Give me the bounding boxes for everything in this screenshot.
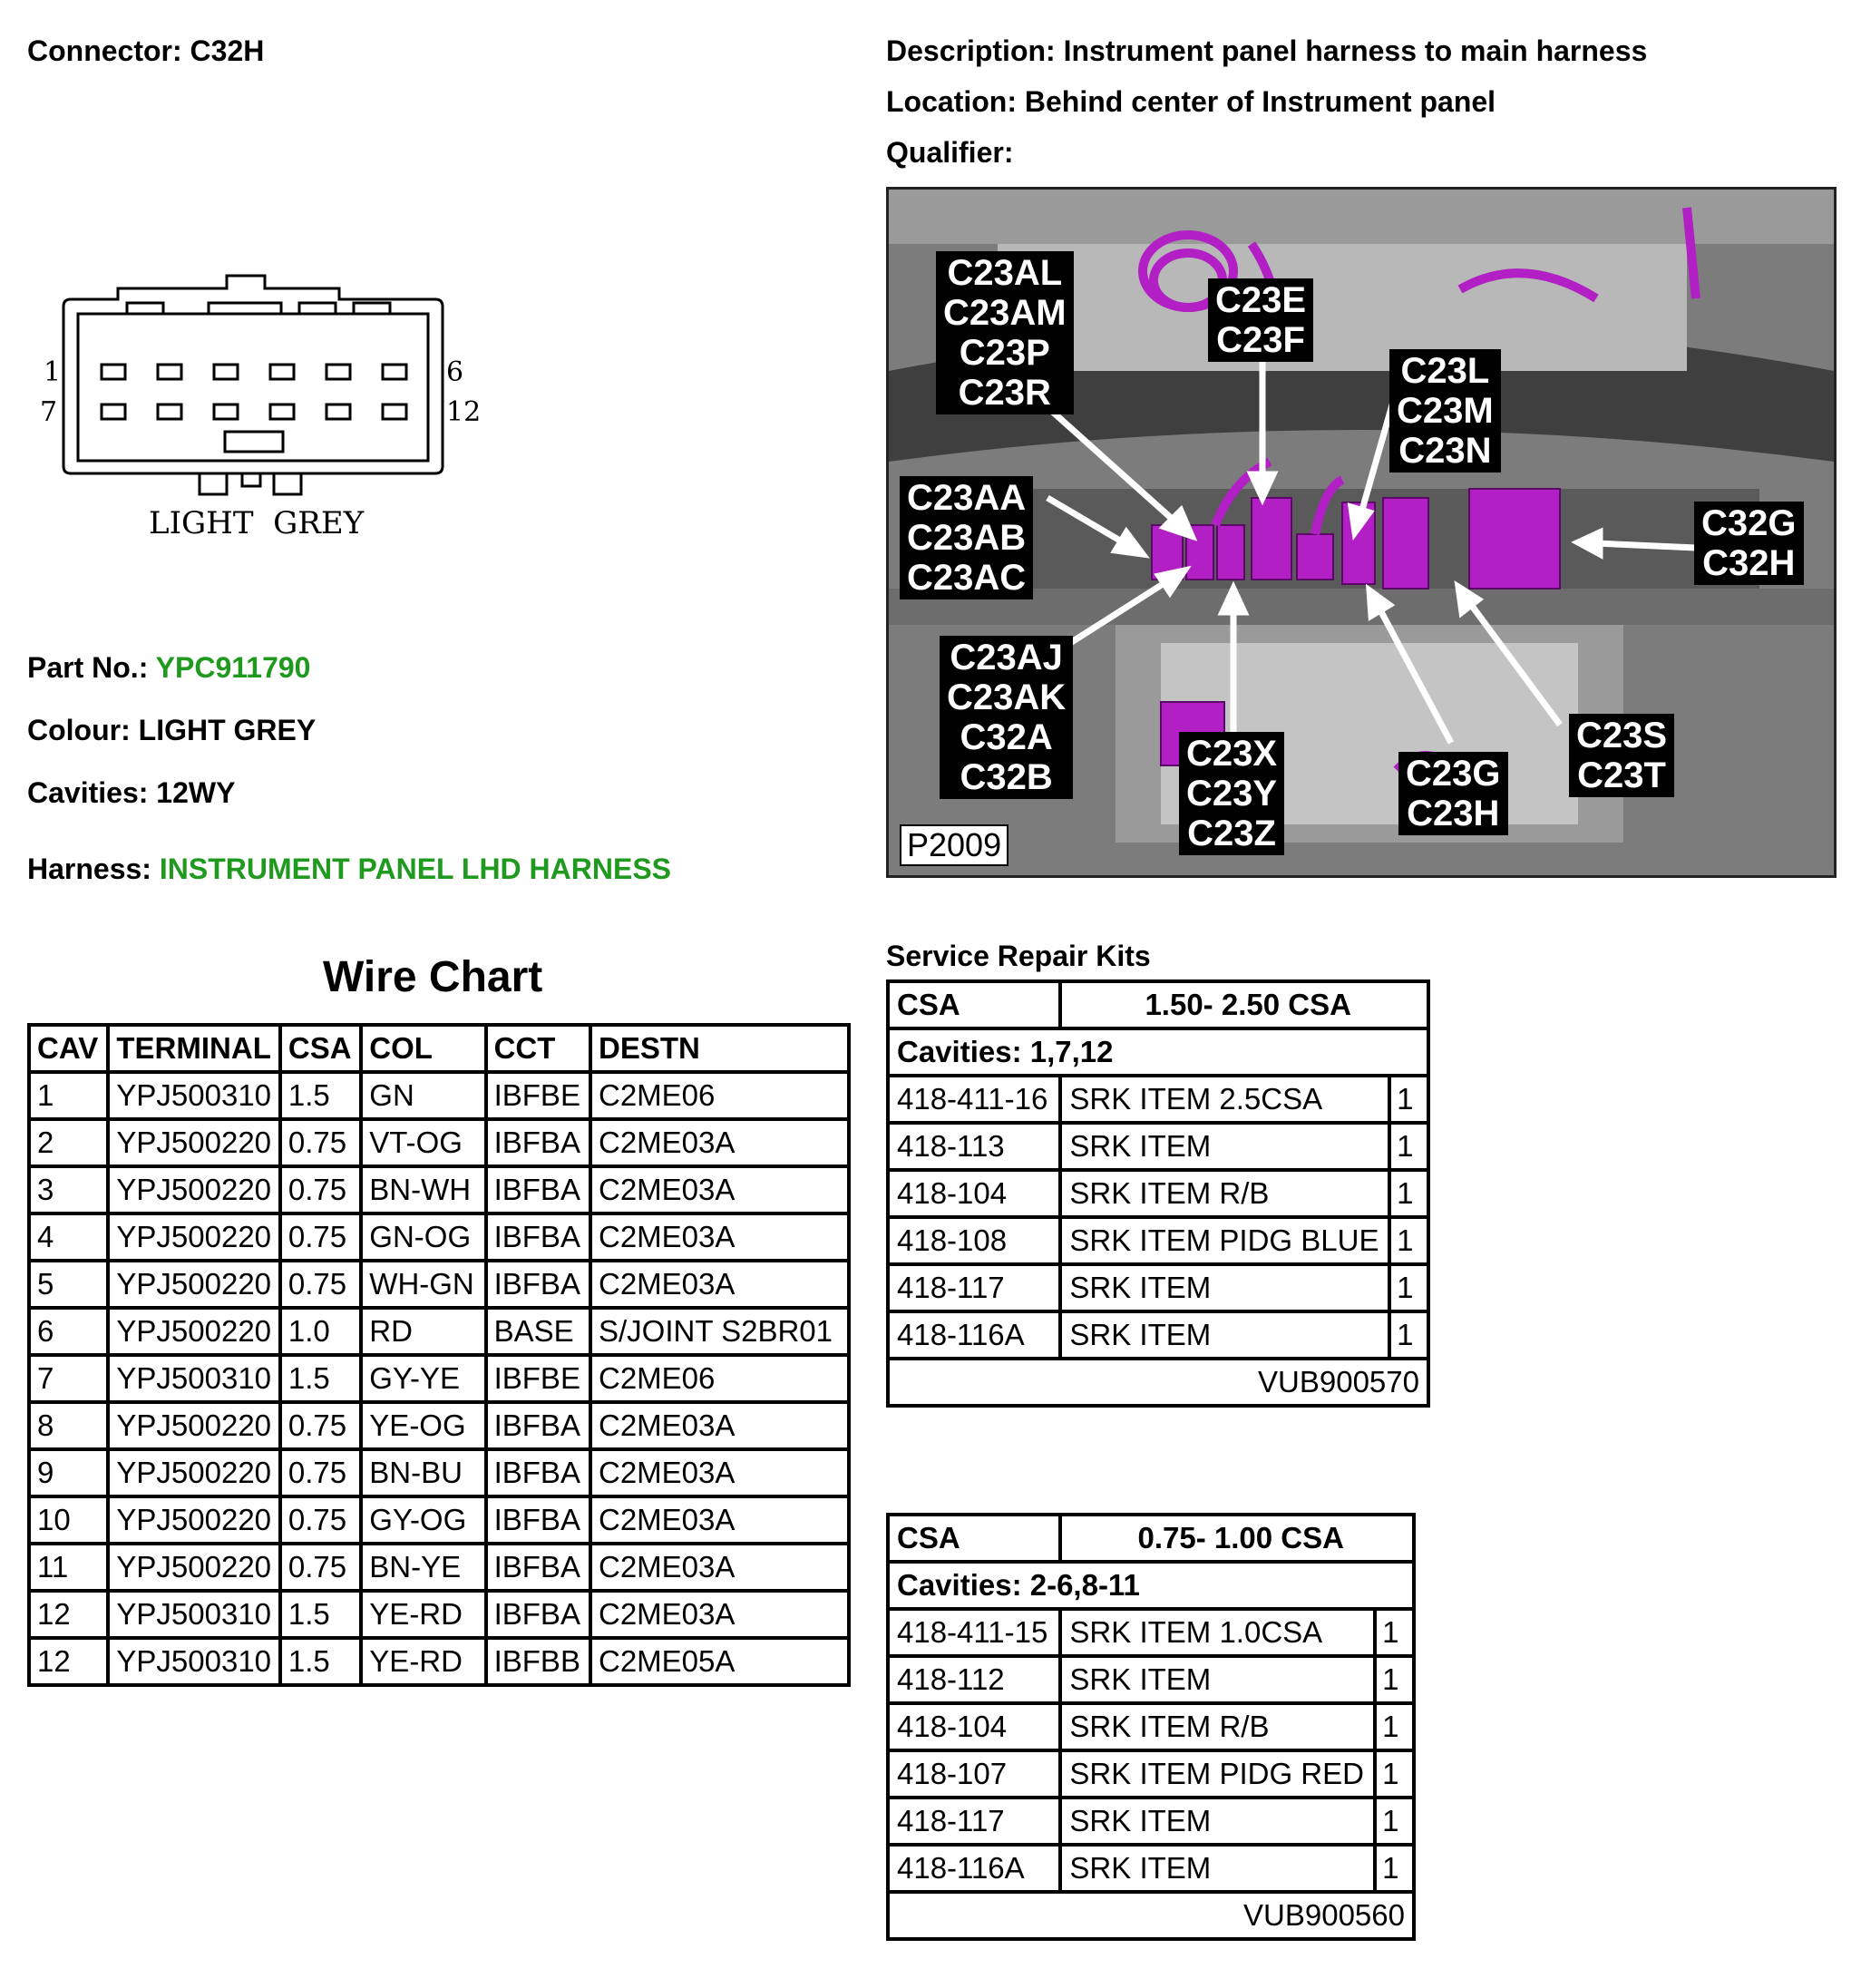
table-row bbox=[29, 1213, 849, 1261]
cell-destn: C2ME06 bbox=[590, 1355, 849, 1402]
cell-destn: C2ME03A bbox=[590, 1261, 849, 1308]
col-header-csa: CSA bbox=[280, 1025, 361, 1072]
table-row bbox=[29, 1591, 849, 1638]
cell-col: YE-RD bbox=[361, 1638, 485, 1685]
pin-6-label: 6 bbox=[446, 356, 464, 388]
service-kit-2-table bbox=[886, 1513, 1416, 1941]
cell-cct: IBFBA bbox=[486, 1213, 590, 1261]
cell-item-description: SRK ITEM bbox=[1060, 1123, 1389, 1170]
photo-label-text: C23S bbox=[1576, 716, 1668, 755]
photo-label-text: C23F bbox=[1216, 320, 1305, 360]
cell-col: YE-RD bbox=[361, 1591, 485, 1638]
cell-quantity: 1 bbox=[1375, 1798, 1414, 1845]
photo-code: P2009 bbox=[900, 824, 1008, 866]
cell-col: GN bbox=[361, 1072, 485, 1119]
description-line bbox=[886, 34, 1647, 68]
description-label: Description: bbox=[886, 34, 1056, 67]
location-line bbox=[886, 85, 1496, 119]
table-row bbox=[29, 1496, 849, 1544]
cell-terminal: YPJ500310 bbox=[108, 1638, 279, 1685]
cell-csa: 1.0 bbox=[280, 1308, 361, 1355]
pin-1-label: 1 bbox=[44, 356, 62, 388]
col-header-cct: CCT bbox=[486, 1025, 590, 1072]
diagram-color-label: LIGHT GREY bbox=[149, 505, 365, 541]
cell-part-number: 418-411-15 bbox=[888, 1609, 1060, 1656]
cell-terminal: YPJ500220 bbox=[108, 1213, 279, 1261]
photo-label-c23x-group bbox=[1179, 732, 1284, 855]
cell-cav: 1 bbox=[29, 1072, 108, 1119]
cell-csa: 1.5 bbox=[280, 1355, 361, 1402]
photo-label-text: C23G bbox=[1406, 754, 1501, 794]
cell-col: BN-YE bbox=[361, 1544, 485, 1591]
table-row bbox=[888, 1656, 1414, 1703]
cell-cct: IBFBB bbox=[486, 1638, 590, 1685]
colour-value: LIGHT GREY bbox=[138, 714, 317, 746]
cell-cav: 6 bbox=[29, 1308, 108, 1355]
location-photo bbox=[886, 187, 1837, 878]
cell-destn: C2ME03A bbox=[590, 1166, 849, 1213]
cell-part-number: 418-411-16 bbox=[888, 1076, 1060, 1123]
service-kit-1-table bbox=[886, 979, 1430, 1408]
cell-cav: 8 bbox=[29, 1402, 108, 1449]
cell-quantity: 1 bbox=[1375, 1609, 1414, 1656]
col-header-col: COL bbox=[361, 1025, 485, 1072]
connector-face-diagram bbox=[27, 263, 499, 553]
cell-csa: 0.75 bbox=[280, 1496, 361, 1544]
cell-cct: IBFBA bbox=[486, 1261, 590, 1308]
harness-value[interactable]: INSTRUMENT PANEL LHD HARNESS bbox=[159, 853, 672, 885]
service-kits-title: Service Repair Kits bbox=[886, 940, 1151, 972]
table-row bbox=[888, 1217, 1428, 1264]
harness-line bbox=[27, 853, 671, 886]
photo-label-text: C23AJ bbox=[950, 638, 1063, 677]
cell-destn: S/JOINT S2BR01 bbox=[590, 1308, 849, 1355]
cell-item-description: SRK ITEM PIDG RED bbox=[1060, 1750, 1375, 1798]
photo-label-text: C23AK bbox=[947, 677, 1067, 717]
cavities-label: Cavities: bbox=[27, 776, 149, 809]
cell-part-number: 418-104 bbox=[888, 1170, 1060, 1217]
cell-cct: IBFBE bbox=[486, 1072, 590, 1119]
photo-label-c23g-group bbox=[1398, 752, 1508, 835]
cell-csa: 0.75 bbox=[280, 1544, 361, 1591]
cell-quantity: 1 bbox=[1389, 1123, 1428, 1170]
cell-cav: 2 bbox=[29, 1119, 108, 1166]
photo-label-text: C23AC bbox=[907, 558, 1027, 598]
photo-label-text: C23T bbox=[1577, 755, 1666, 795]
col-header-cav: CAV bbox=[29, 1025, 108, 1072]
cell-terminal: YPJ500220 bbox=[108, 1449, 279, 1496]
kit-1-csa-value: 1.50- 2.50 CSA bbox=[1060, 981, 1428, 1028]
part-no-line bbox=[27, 651, 310, 685]
col-header-destn: DESTN bbox=[590, 1025, 849, 1072]
table-row bbox=[29, 1355, 849, 1402]
cell-item-description: SRK ITEM PIDG BLUE bbox=[1060, 1217, 1389, 1264]
pin-12-label: 12 bbox=[446, 396, 482, 428]
cell-item-description: SRK ITEM bbox=[1060, 1264, 1389, 1311]
cell-destn: C2ME05A bbox=[590, 1638, 849, 1685]
cell-part-number: 418-116A bbox=[888, 1845, 1060, 1892]
col-header-terminal: TERMINAL bbox=[108, 1025, 279, 1072]
photo-label-text: C23X bbox=[1186, 734, 1278, 774]
cell-destn: C2ME03A bbox=[590, 1119, 849, 1166]
table-row bbox=[29, 1166, 849, 1213]
qualifier-line bbox=[886, 136, 1013, 170]
cell-col: VT-OG bbox=[361, 1119, 485, 1166]
cell-destn: C2ME03A bbox=[590, 1544, 849, 1591]
cell-part-number: 418-116A bbox=[888, 1311, 1060, 1359]
kit-2-footer-row bbox=[888, 1892, 1414, 1939]
cell-item-description: SRK ITEM bbox=[1060, 1845, 1375, 1892]
photo-label-text: C32B bbox=[960, 757, 1053, 797]
table-row bbox=[29, 1449, 849, 1496]
cell-cct: IBFBA bbox=[486, 1449, 590, 1496]
description-value: Instrument panel harness to main harness bbox=[1063, 34, 1648, 67]
cell-csa: 0.75 bbox=[280, 1213, 361, 1261]
cell-terminal: YPJ500220 bbox=[108, 1308, 279, 1355]
cell-cct: IBFBA bbox=[486, 1496, 590, 1544]
cell-csa: 0.75 bbox=[280, 1402, 361, 1449]
cell-quantity: 1 bbox=[1389, 1264, 1428, 1311]
cell-col: GY-YE bbox=[361, 1355, 485, 1402]
table-row bbox=[888, 1123, 1428, 1170]
photo-label-text: C23Y bbox=[1186, 774, 1278, 814]
cell-terminal: YPJ500220 bbox=[108, 1166, 279, 1213]
kit-2-csa-value: 0.75- 1.00 CSA bbox=[1060, 1515, 1414, 1562]
cell-item-description: SRK ITEM 1.0CSA bbox=[1060, 1609, 1375, 1656]
cell-csa: 1.5 bbox=[280, 1638, 361, 1685]
cell-part-number: 418-108 bbox=[888, 1217, 1060, 1264]
cell-destn: C2ME03A bbox=[590, 1496, 849, 1544]
cell-col: BN-BU bbox=[361, 1449, 485, 1496]
photo-label-text: C23E bbox=[1215, 280, 1307, 320]
cell-cct: IBFBE bbox=[486, 1355, 590, 1402]
photo-label-text: C23P bbox=[959, 333, 1050, 373]
cell-cct: IBFBA bbox=[486, 1166, 590, 1213]
part-no-label: Part No.: bbox=[27, 651, 149, 684]
cell-quantity: 1 bbox=[1389, 1217, 1428, 1264]
cell-item-description: SRK ITEM bbox=[1060, 1656, 1375, 1703]
table-row bbox=[888, 1703, 1414, 1750]
cell-cav: 4 bbox=[29, 1213, 108, 1261]
kit-1-footer-row bbox=[888, 1359, 1428, 1406]
photo-label-text: C23R bbox=[958, 373, 1051, 413]
cell-terminal: YPJ500310 bbox=[108, 1072, 279, 1119]
cell-col: BN-WH bbox=[361, 1166, 485, 1213]
cell-cct: BASE bbox=[486, 1308, 590, 1355]
cell-csa: 0.75 bbox=[280, 1119, 361, 1166]
cell-destn: C2ME06 bbox=[590, 1072, 849, 1119]
cell-col: GY-OG bbox=[361, 1496, 485, 1544]
kit-2-cavities-row bbox=[888, 1562, 1414, 1609]
connector-label: Connector: bbox=[27, 34, 182, 67]
cell-cav: 10 bbox=[29, 1496, 108, 1544]
cell-quantity: 1 bbox=[1375, 1845, 1414, 1892]
cell-csa: 0.75 bbox=[280, 1449, 361, 1496]
cell-cav: 5 bbox=[29, 1261, 108, 1308]
cell-quantity: 1 bbox=[1375, 1703, 1414, 1750]
cell-part-number: 418-117 bbox=[888, 1264, 1060, 1311]
cell-item-description: SRK ITEM R/B bbox=[1060, 1170, 1389, 1217]
kit-2-csa-row bbox=[888, 1515, 1414, 1562]
wire-chart-header-row bbox=[29, 1025, 849, 1072]
kit-2-csa-label: CSA bbox=[888, 1515, 1060, 1562]
cell-csa: 0.75 bbox=[280, 1166, 361, 1213]
cell-terminal: YPJ500220 bbox=[108, 1402, 279, 1449]
photo-label-c23s-group bbox=[1569, 714, 1674, 797]
connector-value: C32H bbox=[190, 34, 265, 67]
colour-label: Colour: bbox=[27, 714, 131, 746]
cavities-line bbox=[27, 776, 235, 810]
cell-cav: 12 bbox=[29, 1591, 108, 1638]
cell-quantity: 1 bbox=[1389, 1311, 1428, 1359]
table-row bbox=[29, 1072, 849, 1119]
cell-part-number: 418-107 bbox=[888, 1750, 1060, 1798]
harness-label: Harness: bbox=[27, 853, 151, 885]
photo-label-text: C23AA bbox=[907, 478, 1027, 518]
kit-1-cavities-row bbox=[888, 1028, 1428, 1076]
cell-cav: 7 bbox=[29, 1355, 108, 1402]
cell-terminal: YPJ500310 bbox=[108, 1355, 279, 1402]
table-row bbox=[29, 1119, 849, 1166]
table-row bbox=[888, 1311, 1428, 1359]
cavities-value: 12WY bbox=[156, 776, 236, 809]
photo-label-text: C23M bbox=[1397, 391, 1494, 431]
table-row bbox=[888, 1845, 1414, 1892]
photo-label-text: C23L bbox=[1400, 351, 1490, 391]
cell-item-description: SRK ITEM bbox=[1060, 1798, 1375, 1845]
cell-cav: 12 bbox=[29, 1638, 108, 1685]
cell-destn: C2ME03A bbox=[590, 1449, 849, 1496]
cell-col: YE-OG bbox=[361, 1402, 485, 1449]
cell-cav: 11 bbox=[29, 1544, 108, 1591]
photo-label-text: C23H bbox=[1407, 794, 1500, 833]
cell-destn: C2ME03A bbox=[590, 1402, 849, 1449]
connector-line bbox=[27, 34, 264, 68]
photo-label-text: C23Z bbox=[1187, 814, 1276, 853]
photo-label-c23l-group bbox=[1389, 349, 1501, 473]
table-row bbox=[888, 1609, 1414, 1656]
table-row bbox=[888, 1750, 1414, 1798]
photo-label-text: C23N bbox=[1398, 431, 1492, 471]
kit-1-cavities: Cavities: 1,7,12 bbox=[888, 1028, 1428, 1076]
table-row bbox=[888, 1264, 1428, 1311]
qualifier-label: Qualifier: bbox=[886, 136, 1014, 169]
photo-label-c23aj-group bbox=[940, 636, 1073, 799]
location-value: Behind center of Instrument panel bbox=[1024, 85, 1496, 118]
cell-item-description: SRK ITEM bbox=[1060, 1311, 1389, 1359]
cell-csa: 1.5 bbox=[280, 1072, 361, 1119]
cell-col: RD bbox=[361, 1308, 485, 1355]
cell-quantity: 1 bbox=[1375, 1656, 1414, 1703]
cell-col: GN-OG bbox=[361, 1213, 485, 1261]
cell-terminal: YPJ500220 bbox=[108, 1544, 279, 1591]
cell-part-number: 418-113 bbox=[888, 1123, 1060, 1170]
photo-label-c23al-group bbox=[936, 251, 1074, 414]
kit-1-csa-row bbox=[888, 981, 1428, 1028]
photo-label-text: C32H bbox=[1702, 543, 1796, 583]
photo-label-text: C23AB bbox=[907, 518, 1027, 558]
photo-label-text: C32A bbox=[960, 717, 1053, 757]
cell-cct: IBFBA bbox=[486, 1544, 590, 1591]
cell-part-number: 418-117 bbox=[888, 1798, 1060, 1845]
photo-label-text: C23AL bbox=[947, 253, 1063, 293]
table-row bbox=[29, 1638, 849, 1685]
cell-destn: C2ME03A bbox=[590, 1591, 849, 1638]
photo-label-c23aa-group bbox=[900, 476, 1033, 599]
table-row bbox=[29, 1261, 849, 1308]
pin-7-label: 7 bbox=[40, 396, 58, 428]
cell-terminal: YPJ500220 bbox=[108, 1261, 279, 1308]
colour-line bbox=[27, 714, 316, 747]
cell-quantity: 1 bbox=[1389, 1076, 1428, 1123]
kit-1-csa-label: CSA bbox=[888, 981, 1060, 1028]
location-label: Location: bbox=[886, 85, 1017, 118]
cell-col: WH-GN bbox=[361, 1261, 485, 1308]
table-row bbox=[29, 1544, 849, 1591]
cell-csa: 0.75 bbox=[280, 1261, 361, 1308]
cell-item-description: SRK ITEM 2.5CSA bbox=[1060, 1076, 1389, 1123]
cell-part-number: 418-112 bbox=[888, 1656, 1060, 1703]
cell-cct: IBFBA bbox=[486, 1119, 590, 1166]
table-row bbox=[29, 1308, 849, 1355]
cell-terminal: YPJ500220 bbox=[108, 1119, 279, 1166]
kit-1-footer: VUB900570 bbox=[888, 1359, 1428, 1406]
table-row bbox=[888, 1170, 1428, 1217]
part-no-value[interactable]: YPC911790 bbox=[155, 651, 311, 684]
table-row bbox=[29, 1402, 849, 1449]
cell-quantity: 1 bbox=[1389, 1170, 1428, 1217]
table-row bbox=[888, 1798, 1414, 1845]
photo-label-text: C32G bbox=[1701, 503, 1797, 543]
cell-quantity: 1 bbox=[1375, 1750, 1414, 1798]
wire-chart-table bbox=[27, 1023, 851, 1687]
wire-chart-title: Wire Chart bbox=[323, 953, 543, 1001]
cell-part-number: 418-104 bbox=[888, 1703, 1060, 1750]
cell-item-description: SRK ITEM R/B bbox=[1060, 1703, 1375, 1750]
cell-terminal: YPJ500220 bbox=[108, 1496, 279, 1544]
cell-destn: C2ME03A bbox=[590, 1213, 849, 1261]
kit-2-footer: VUB900560 bbox=[888, 1892, 1414, 1939]
photo-label-c23e-group bbox=[1208, 278, 1313, 362]
cell-cct: IBFBA bbox=[486, 1402, 590, 1449]
table-row bbox=[888, 1076, 1428, 1123]
cell-terminal: YPJ500310 bbox=[108, 1591, 279, 1638]
kit-2-cavities: Cavities: 2-6,8-11 bbox=[888, 1562, 1414, 1609]
photo-label-text: C23AM bbox=[943, 293, 1067, 333]
cell-cav: 3 bbox=[29, 1166, 108, 1213]
photo-label-c32g-group bbox=[1694, 502, 1804, 585]
cell-csa: 1.5 bbox=[280, 1591, 361, 1638]
cell-cav: 9 bbox=[29, 1449, 108, 1496]
cell-cct: IBFBA bbox=[486, 1591, 590, 1638]
